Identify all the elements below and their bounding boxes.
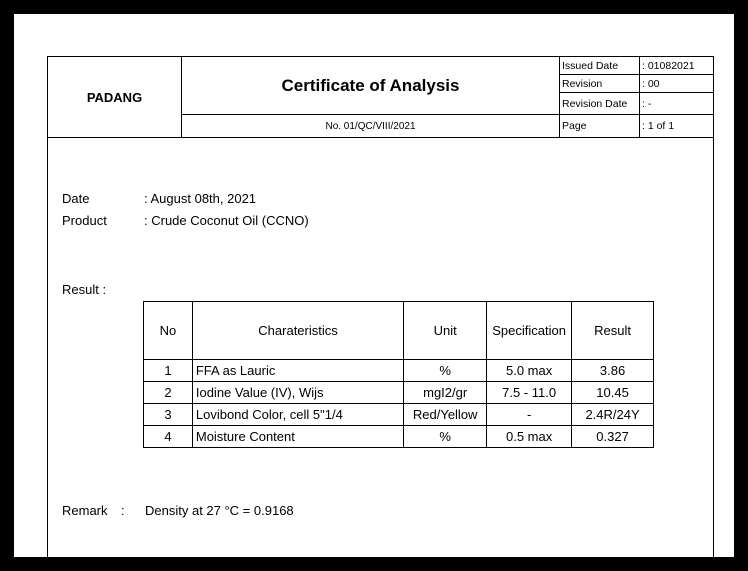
cell-result: 10.45 [572,382,654,404]
cell-characteristic: Lovibond Color, cell 5"1/4 [192,404,403,426]
results-table [143,301,654,448]
table-row [144,404,654,426]
meta-label: Page [560,115,640,137]
cell-specification: 5.0 max [487,360,572,382]
meta-value: : 00 [642,77,660,90]
page-frame [12,12,736,559]
result-label: Result : [62,282,107,297]
certificate-document [47,56,714,561]
cell-no: 2 [144,382,193,404]
col-header-characteristics: Charateristics [192,302,403,360]
meta-issued-date [560,57,713,75]
cell-no: 1 [144,360,193,382]
col-header-no: No [144,302,193,360]
cell-characteristic: FFA as Lauric [192,360,403,382]
remark-value: Density at 27 °C = 0.9168 [145,503,294,518]
table-row [144,426,654,448]
cell-no: 3 [144,404,193,426]
meta-page [560,115,713,137]
date-value: : August 08th, 2021 [144,191,257,206]
cell-characteristic: Iodine Value (IV), Wijs [192,382,403,404]
meta-label: Revision [560,75,640,92]
meta-revision-date [560,93,713,115]
company-name: PADANG [48,57,182,137]
cell-result: 3.86 [572,360,654,382]
cell-unit: % [404,360,487,382]
document-title: Certificate of Analysis [182,57,560,115]
cell-result: 2.4R/24Y [572,404,654,426]
product-value: : Crude Coconut Oil (CCNO) [144,213,309,228]
table-header-row [144,302,654,360]
table-row [144,382,654,404]
meta-value: : 01082021 [642,59,695,72]
date-label: Date [62,191,90,206]
product-label: Product [62,213,107,228]
col-header-result: Result [572,302,654,360]
cell-result: 0.327 [572,426,654,448]
cell-unit: Red/Yellow [404,404,487,426]
remark-label: Remark [62,503,108,518]
cell-unit: mgI2/gr [404,382,487,404]
document-header [48,57,713,138]
meta-value: : - [642,97,652,110]
cell-characteristic: Moisture Content [192,426,403,448]
col-header-unit: Unit [404,302,487,360]
cell-specification: 0.5 max [487,426,572,448]
col-header-specification: Specification [487,302,572,360]
meta-value: : 1 of 1 [642,120,675,132]
meta-revision [560,75,713,93]
cell-specification: - [487,404,572,426]
table-row [144,360,654,382]
cell-unit: % [404,426,487,448]
cell-no: 4 [144,426,193,448]
document-number: No. 01/QC/VIII/2021 [182,115,560,137]
meta-label: Issued Date [560,57,640,74]
meta-label: Revision Date [560,93,640,114]
cell-specification: 7.5 - 11.0 [487,382,572,404]
remark-colon: : [121,503,125,518]
